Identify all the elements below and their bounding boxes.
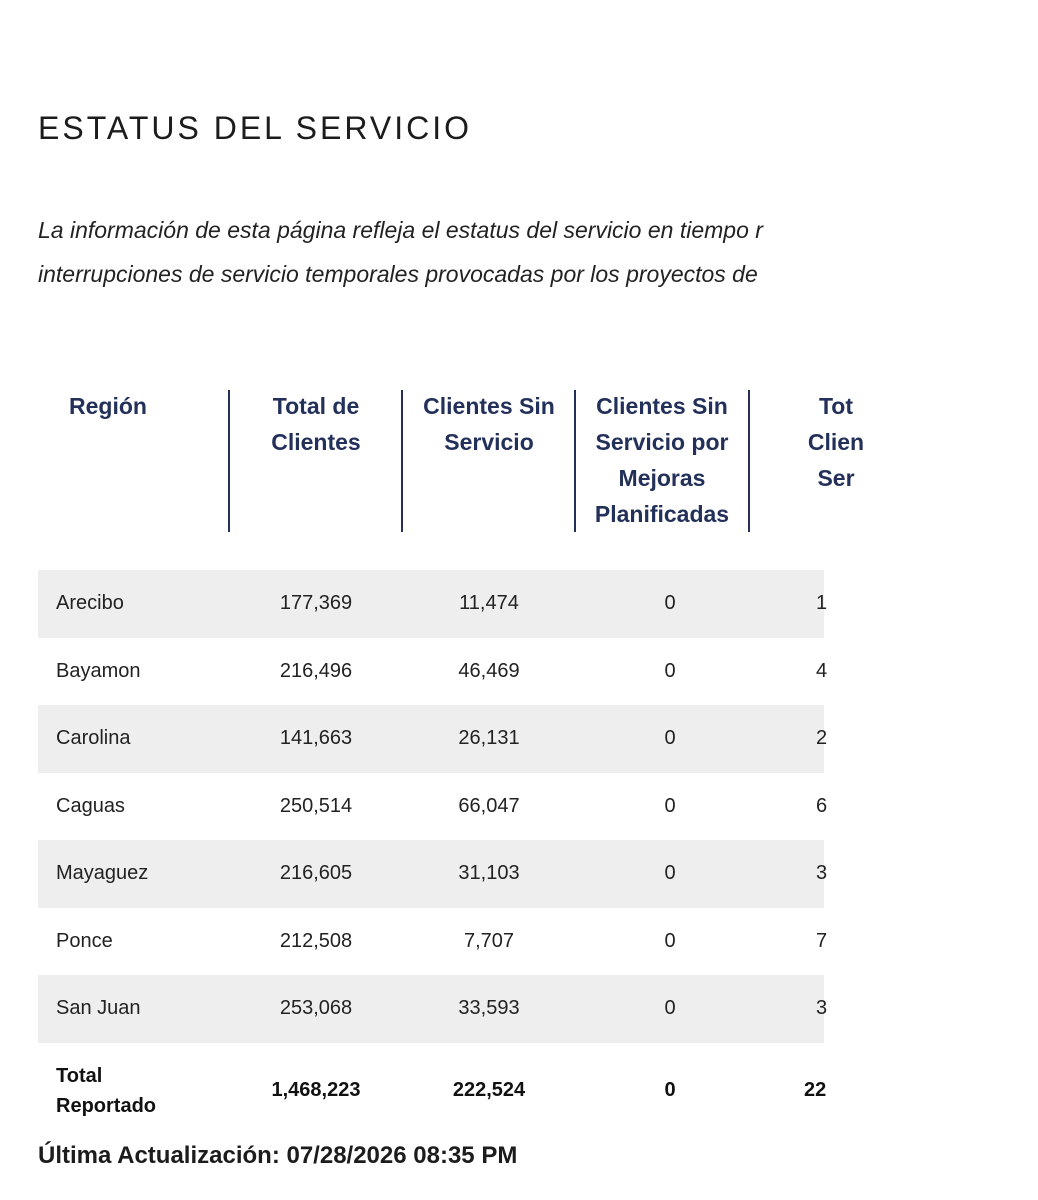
cell-sin-servicio: 46,469 bbox=[458, 659, 520, 682]
cell-region: Ponce bbox=[56, 929, 113, 952]
cell-mejoras: 0 bbox=[664, 862, 676, 885]
cell-total-sin: 7 bbox=[816, 929, 828, 952]
cell-region: San Juan bbox=[56, 997, 141, 1020]
header-label-line: Mejoras bbox=[618, 465, 706, 491]
cell-mejoras: 0 bbox=[664, 929, 676, 952]
service-status-table bbox=[38, 388, 865, 1117]
cell-region: Mayaguez bbox=[56, 862, 149, 885]
header-label-line: Total de bbox=[272, 393, 360, 419]
table-total-row bbox=[38, 1043, 827, 1139]
cell-sin-servicio: 66,047 bbox=[458, 794, 520, 817]
cell-mejoras: 0 bbox=[664, 727, 676, 750]
cell-sin-servicio: 33,593 bbox=[458, 997, 520, 1020]
cell-sin-servicio: 31,103 bbox=[458, 862, 520, 885]
cell-total: 141,663 bbox=[279, 727, 353, 750]
header-label-line: Clientes Sin bbox=[596, 393, 728, 419]
cell-sin-servicio: 222,524 bbox=[452, 1079, 526, 1101]
cell-total-sin: 22 bbox=[804, 1079, 827, 1101]
header-total-clientes bbox=[230, 388, 402, 532]
header-region bbox=[38, 388, 178, 532]
cell-mejoras: 0 bbox=[664, 1079, 676, 1101]
header-label-line: Clien bbox=[807, 429, 865, 455]
table-header bbox=[38, 388, 865, 532]
cell-sin-servicio: 11,474 bbox=[459, 592, 519, 615]
header-clientes-sin-servicio bbox=[403, 388, 575, 532]
header-label-line: Servicio bbox=[444, 429, 534, 455]
cell-sin-servicio: 26,131 bbox=[458, 727, 520, 750]
cell-total-label bbox=[56, 1043, 156, 1139]
cell-mejoras: 0 bbox=[664, 592, 676, 615]
intro-line-1: La información de esta página refleja el estatus del servicio en tiempo r bbox=[38, 217, 763, 243]
cell-total-sin: 1 bbox=[816, 592, 828, 615]
cell-sin-servicio: 7,707 bbox=[463, 929, 515, 952]
header-label-line: Ser bbox=[817, 465, 855, 491]
last-updated-text: Última Actualización: 07/28/2026 08:35 PM bbox=[38, 1142, 518, 1169]
cell-region: Arecibo bbox=[56, 592, 124, 615]
cell-total: 1,468,223 bbox=[271, 1079, 361, 1101]
header-total-sin-servicio bbox=[750, 388, 922, 532]
cell-total: 212,508 bbox=[279, 929, 353, 952]
page-title: ESTATUS DEL SERVICIO bbox=[38, 110, 473, 146]
table-body bbox=[38, 570, 828, 1139]
cell-region: Bayamon bbox=[56, 659, 141, 682]
table-row bbox=[38, 570, 828, 638]
cell-total: 250,514 bbox=[279, 794, 353, 817]
cell-mejoras: 0 bbox=[664, 659, 676, 682]
table-row bbox=[38, 840, 828, 908]
cell-total: 216,605 bbox=[279, 862, 353, 885]
header-region-label: Región bbox=[69, 393, 147, 419]
cell-region: Carolina bbox=[56, 727, 131, 750]
table-row bbox=[38, 975, 828, 1043]
header-label-line: Servicio por bbox=[595, 429, 729, 455]
table-row bbox=[38, 705, 828, 773]
table-row bbox=[38, 638, 828, 706]
cell-total-sin: 3 bbox=[816, 997, 828, 1020]
total-label-line-2: Reportado bbox=[56, 1094, 156, 1117]
table-row bbox=[38, 908, 828, 976]
header-label-line: Tot bbox=[818, 393, 854, 419]
header-mejoras-planificadas bbox=[576, 388, 748, 532]
table-row bbox=[38, 773, 828, 841]
header-label-line: Clientes Sin bbox=[423, 393, 555, 419]
cell-total-sin: 4 bbox=[816, 659, 828, 682]
cell-mejoras: 0 bbox=[664, 997, 676, 1020]
cell-mejoras: 0 bbox=[664, 794, 676, 817]
cell-total-sin: 2 bbox=[816, 727, 828, 750]
cell-total: 177,369 bbox=[279, 592, 353, 615]
cell-region: Caguas bbox=[56, 794, 125, 817]
total-label-line-1: Total bbox=[56, 1064, 103, 1087]
cell-total: 253,068 bbox=[279, 997, 353, 1020]
intro-line-2: interrupciones de servicio temporales provocadas por los proyectos de bbox=[38, 261, 758, 287]
header-label-line: Planificadas bbox=[594, 501, 730, 527]
intro-text bbox=[38, 208, 1038, 296]
cell-total-sin: 3 bbox=[816, 862, 828, 885]
cell-total-sin: 6 bbox=[816, 794, 828, 817]
cell-total: 216,496 bbox=[279, 659, 353, 682]
header-label-line: Clientes bbox=[271, 429, 361, 455]
